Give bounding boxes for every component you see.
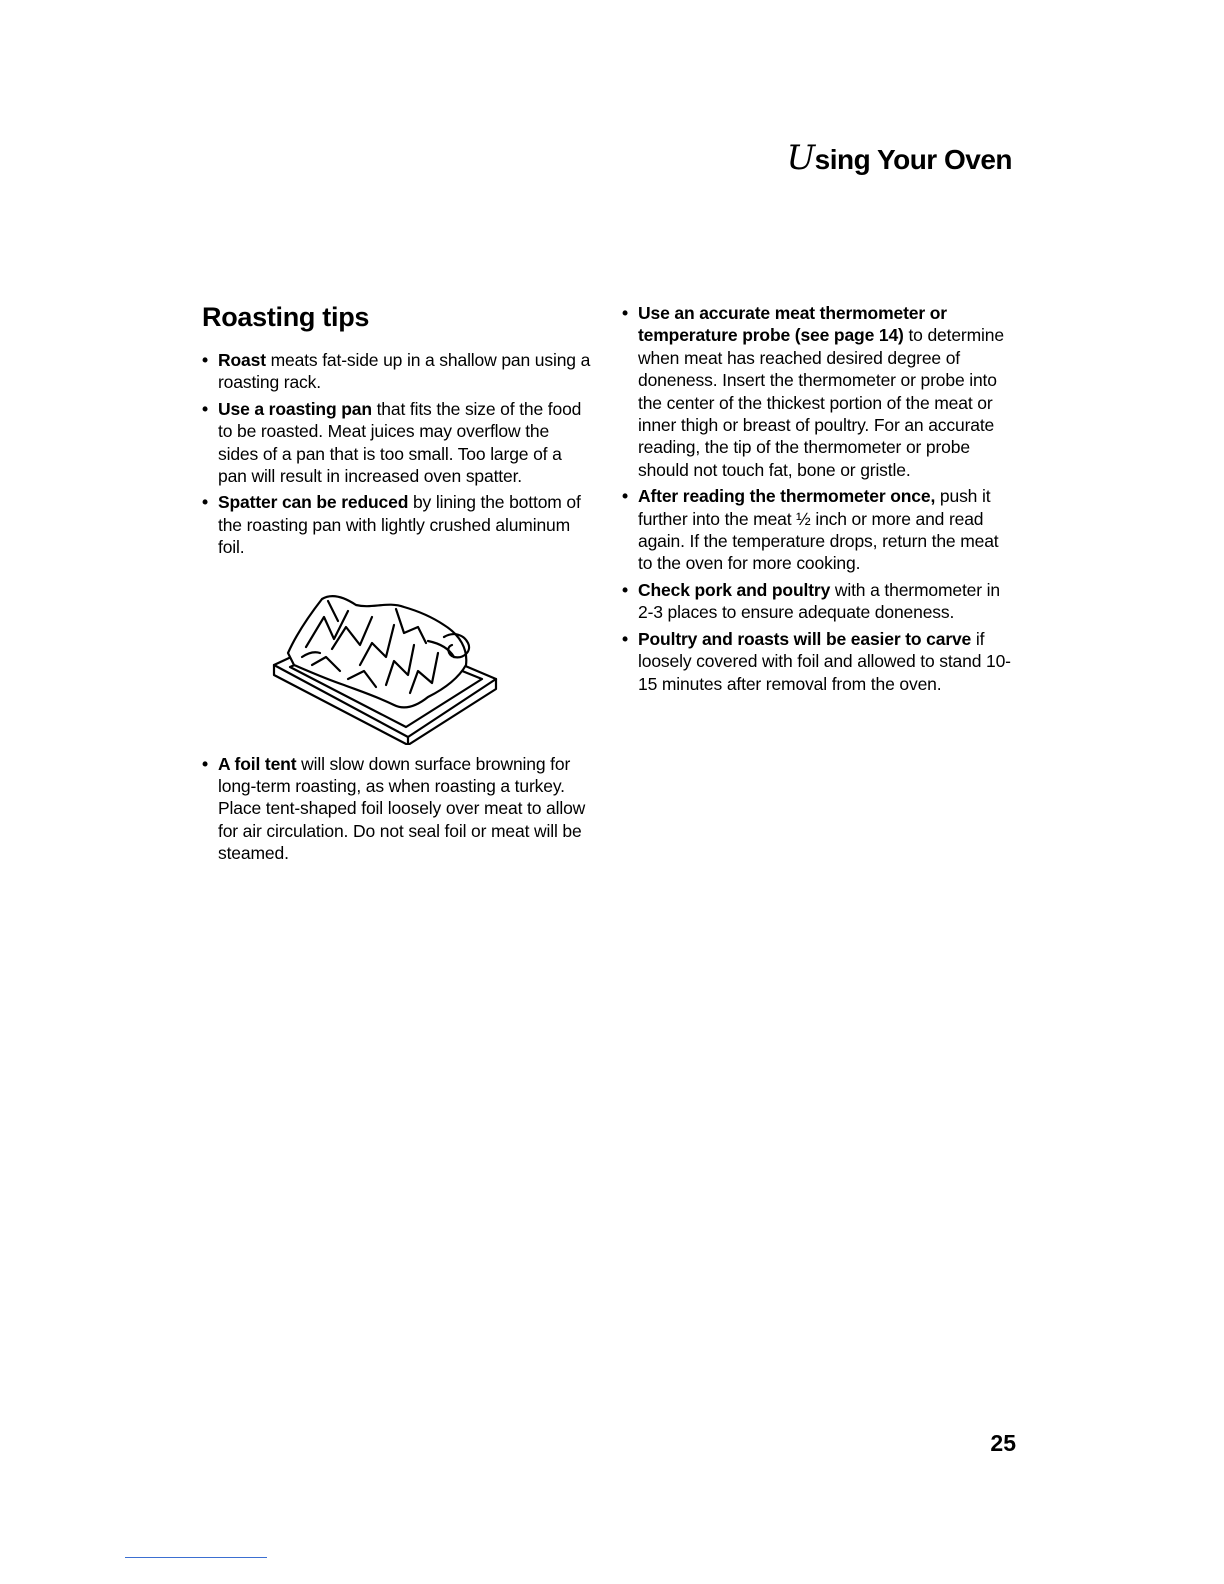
header-title-rest: sing Your Oven: [814, 144, 1012, 175]
tip-bold: Use a roasting pan: [218, 398, 372, 419]
tip-text: by lining the bottom of the roasting pan with lightly crushed aluminum foil.: [218, 492, 581, 558]
section-heading: Roasting tips: [202, 302, 370, 332]
tip-text: that fits the size of the food to be roasted. Meat juices may overflow the sides of a pan that is too small. Too large of a pan will result in increased oven spatter.: [218, 398, 582, 487]
tip-bold: Check pork and poultry: [638, 579, 831, 600]
tip-item: [202, 398, 592, 488]
tip-bold: Use an accurate meat thermometer or temperature probe (see page 14): [638, 303, 947, 346]
tip-text: to determine when meat has reached desired degree of doneness. Insert the thermometer or probe into the center of the thickest portion of the meat or inner thigh or breast of poultry. For an accurate reading, the tip of the thermometer or probe should not touch fat, bone or gristle.: [638, 325, 1004, 480]
page-number: 25: [990, 1430, 1016, 1456]
foil-lined-roasting-pan-icon: [268, 587, 500, 745]
tip-item: [622, 302, 1012, 481]
tip-bold: A foil tent: [218, 753, 297, 774]
left-column: [202, 302, 592, 869]
tip-text: will slow down surface browning for long-term roasting, as when roasting a turkey. Place tent-shaped foil loosely over meat to allow for air circulation. Do not seal foil or meat will be steamed.: [218, 753, 586, 864]
right-column: [622, 302, 1012, 699]
tips-list-left: [202, 349, 592, 559]
tips-list-left-after-image: [202, 753, 592, 865]
footer-divider: [125, 1557, 267, 1558]
tip-item: [202, 491, 592, 558]
tip-item: [202, 349, 592, 394]
tip-item: [622, 579, 1012, 624]
page-header-title: [787, 138, 1013, 178]
tip-item: [622, 485, 1012, 575]
tip-text: push it further into the meat ½ inch or more and read again. If the temperature drops, return the meat to the oven for more cooking.: [638, 486, 999, 574]
header-title-initial: U: [786, 138, 815, 178]
tip-item: [202, 753, 592, 865]
tip-bold: After reading the thermometer once,: [638, 486, 936, 507]
tip-bold: Roast: [218, 350, 266, 370]
tips-list-right: [622, 302, 1012, 695]
tip-bold: Poultry and roasts will be easier to carve: [638, 628, 972, 649]
tip-bold: Spatter can be reduced: [218, 492, 409, 513]
tip-text: if loosely covered with foil and allowed to stand 10-15 minutes after removal from the oven.: [638, 628, 1011, 694]
tip-text: with a thermometer in 2-3 places to ensure adequate doneness.: [638, 579, 1000, 623]
tip-item: [622, 628, 1012, 695]
tip-text: meats fat-side up in a shallow pan using a roasting rack.: [218, 350, 591, 393]
